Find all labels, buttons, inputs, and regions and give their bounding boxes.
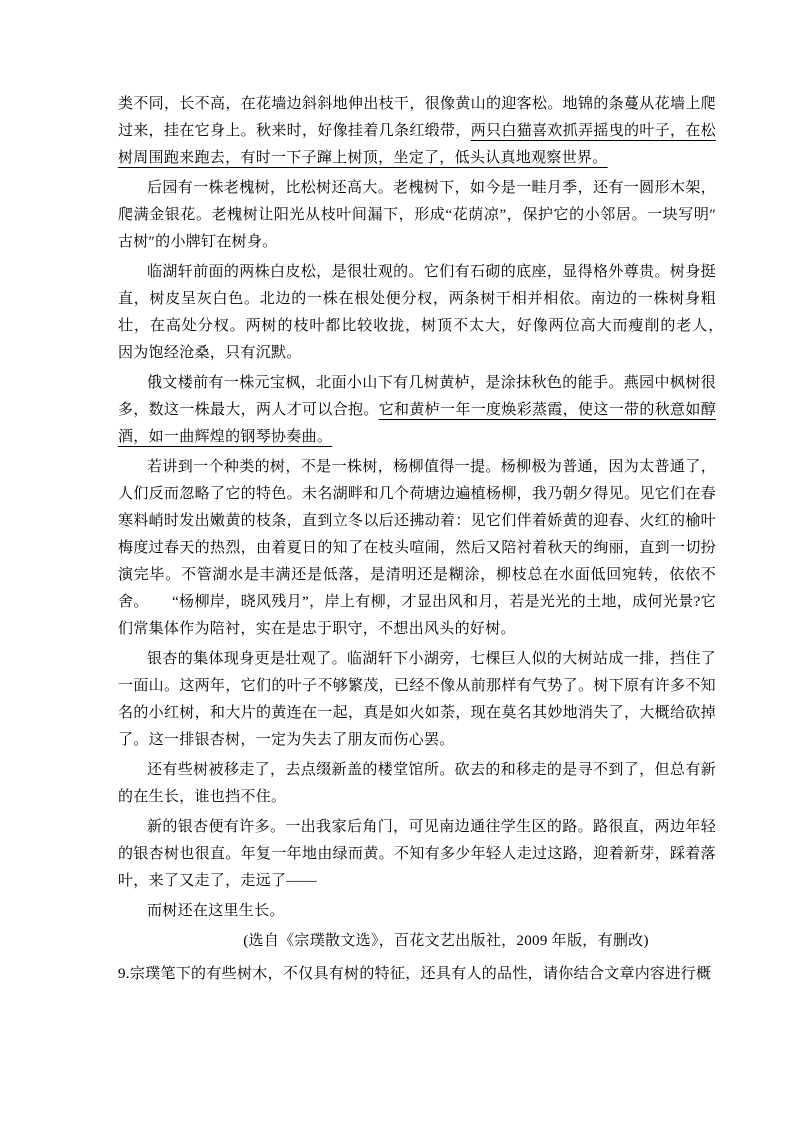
question-9	[118, 961, 716, 988]
passage-paragraph	[118, 454, 716, 643]
text-run: 俄文楼前有一株元宝枫，北面小山下有几树黄栌，是涂抹秋色的能手。燕园中枫树很多，数这一株最大，两人才可以合抱。	[118, 375, 716, 418]
underlined-text-run: 它和黄栌一年一度焕彩蒸霞，使这一带的秋意如醇酒，如一曲辉煌的钢琴协奏曲。	[118, 402, 716, 445]
text-run: 后园有一株老槐树，比松树还高大。老槐树下，如今是一畦月季，还有一圆形木架，爬满金银花。老槐树让阳光从枝叶间漏下，形成“花荫凉”，保护它的小邻居。一块写明″古树″的小牌钉在树身。	[118, 180, 716, 250]
text-run: 临湖轩前面的两株白皮松，是很壮观的。它们有石砌的底座，显得格外尊贵。树身挺直，树皮呈灰白色。北边的一株在根处便分杈，两条树干相并相依。南边的一株树身粗壮，在高处分杈。两树的枝叶都比较收拢，树顶不太大，好像两位高大而瘦削的老人， 因为饱经沧桑，只有沉默。	[118, 264, 747, 361]
passage-paragraph	[118, 175, 716, 256]
passage-paragraph	[118, 898, 716, 925]
underlined-text-run: 两只白猫喜欢抓弄摇曳的叶子，在松树周围跑来跑去，有时一下子蹿上树顶，坐定了，低头认真地观察世界。	[118, 123, 716, 166]
passage-paragraph	[118, 259, 747, 367]
passage-paragraph	[118, 757, 716, 811]
source-attribution	[118, 928, 716, 955]
text-run: (选自《宗璞散文选》，百花文艺出版社，2009 年版，有删改)	[243, 933, 649, 949]
text-run: 银杏的集体现身更是壮观了。临湖轩下小湖旁，七棵巨人似的大树站成一排，挡住了一面山。这两年，它们的叶子不够繁茂，已经不像从前那样有气势了。树下原有许多不知名的小红树，和大片的黄连在一起，真是如火如荼，现在莫名其妙地消失了，大概给砍掉了。这一排银杏树，一定为失去了朋友而伤心罢。	[118, 651, 716, 748]
passage-paragraph	[118, 91, 716, 172]
passage-paragraph	[118, 646, 716, 754]
text-run: 还有些树被移走了，去点缀新盖的楼堂馆所。砍去的和移走的是寻不到了，但总有新的在生长，谁也挡不住。	[118, 762, 716, 805]
document-body	[118, 91, 747, 988]
text-run: 类不同，长不高，在花墙边斜斜地伸出枝干，很像黄山的迎客松。地锦的条蔓从花墙上爬过来，挂在它身上。秋来时，好像挂着几条红缎带，	[118, 96, 716, 139]
passage-paragraph	[118, 814, 716, 895]
passage-paragraph	[118, 370, 716, 451]
text-run: 新的银杏便有许多。一出我家后角门，可见南边通往学生区的路。路很直，两边年轻的银杏树也很直。年复一年地由绿而黄。不知有多少年轻人走过这路，迎着新芽，踩着落叶，来了又走了，走远了——	[118, 819, 716, 889]
text-run: 若讲到一个种类的树，不是一株树，杨柳值得一提。杨柳极为普通，因为太普通了，人们反而忽略了它的特色。未名湖畔和几个荷塘边遍植杨柳，我乃朝夕得见。见它们在春寒料峭时发出嫩黄的枝条，直到立冬以后还拂动着：见它们伴着娇黄的迎春、火红的榆叶梅度过春天的热烈，由着夏日的知了在枝头喧闹，然后又陪衬着秋天的绚丽，直到一切扮演完毕。不管湖水是丰满还是低落，是清明还是糊涂，柳枝总在水面低回宛转，依依不舍。 “杨柳岸，晓风残月”，岸上有柳，才显出风和月，若是光光的土地，成何光景?它们常集体作为陪衬，实在是忠于职守，不想出风头的好树。	[118, 459, 716, 637]
text-run: 而树还在这里生长。	[147, 903, 285, 919]
text-run: 9.宗璞笔下的有些树木，不仅具有树的特征，还具有人的品性，请你结合文章内容进行概	[118, 966, 712, 982]
